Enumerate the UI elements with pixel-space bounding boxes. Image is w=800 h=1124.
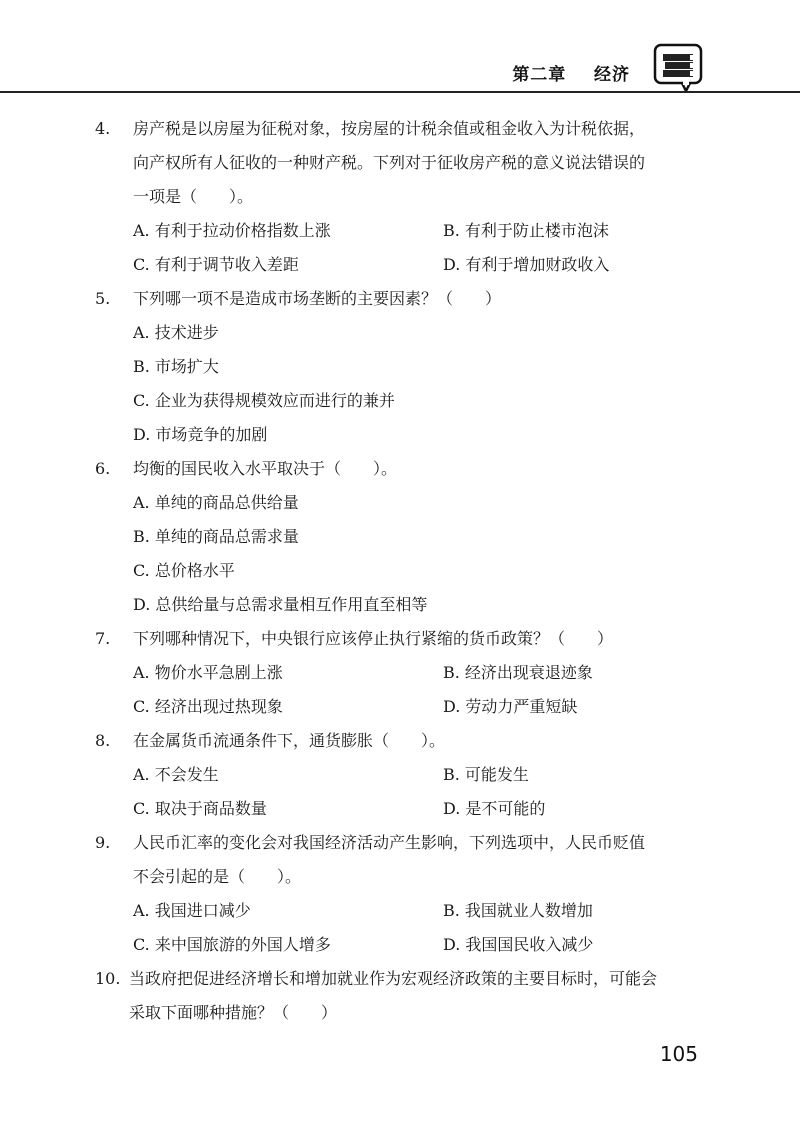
question-5 (95, 282, 705, 452)
option-d: D. 是不可能的 (443, 799, 546, 818)
option-a: A. 技术进步 (133, 323, 219, 342)
question-number: 5. (95, 289, 111, 308)
option-d: D. 有利于增加财政收入 (443, 255, 610, 274)
option-c: C. 经济出现过热现象 (133, 697, 283, 716)
options (133, 656, 705, 724)
stem-line: 均衡的国民收入水平取决于（ ）。 (133, 459, 398, 478)
question-4 (95, 112, 705, 282)
stem-line: 向产权所有人征收的一种财产税。下列对于征收房产税的意义说法错误的 (133, 153, 646, 172)
stem-line: 下列哪一项不是造成市场垄断的主要因素？（ ） (133, 289, 502, 308)
option-d: D. 市场竞争的加剧 (133, 425, 268, 444)
option-d: D. 劳动力严重短缺 (443, 697, 578, 716)
question-stem (133, 452, 705, 486)
option-c: C. 取决于商品数量 (133, 799, 267, 818)
question-8 (95, 724, 705, 826)
option-b: B. 单纯的商品总需求量 (133, 527, 299, 546)
options (133, 316, 705, 452)
question-stem (133, 112, 705, 214)
question-number: 9. (95, 833, 111, 852)
option-d: D. 总供给量与总需求量相互作用直至相等 (133, 595, 428, 614)
question-stem (133, 826, 705, 894)
option-a: A. 单纯的商品总供给量 (133, 493, 299, 512)
chapter-title: 第二章 经济 (512, 65, 630, 85)
stem-line: 采取下面哪种措施？（ ） (129, 1003, 338, 1022)
stem-line: 当政府把促进经济增长和增加就业作为宏观经济政策的主要目标时，可能会 (129, 969, 658, 988)
question-list (95, 112, 705, 1030)
header-rule (0, 91, 800, 93)
question-stem (133, 622, 705, 656)
question-number: 8. (95, 731, 111, 750)
book-stack-icon (652, 42, 704, 94)
option-b: B. 我国就业人数增加 (443, 901, 593, 920)
question-number: 7. (95, 629, 111, 648)
option-b: B. 有利于防止楼市泡沫 (443, 221, 609, 240)
question-6 (95, 452, 705, 622)
option-d: D. 我国国民收入减少 (443, 935, 594, 954)
page-header (0, 0, 800, 95)
stem-line: 在金属货币流通条件下，通货膨胀（ ）。 (133, 731, 446, 750)
stem-line: 一项是（ ）。 (133, 187, 254, 206)
stem-line: 下列哪种情况下，中央银行应该停止执行紧缩的货币政策？（ ） (133, 629, 614, 648)
question-number: 4. (95, 119, 111, 138)
option-a: A. 有利于拉动价格指数上涨 (133, 221, 331, 240)
stem-line: 房产税是以房屋为征税对象，按房屋的计税余值或租金收入为计税依据， (133, 119, 646, 138)
options (133, 214, 705, 282)
options (133, 758, 705, 826)
stem-line: 不会引起的是（ ）。 (133, 867, 302, 886)
question-9 (95, 826, 705, 962)
option-c: C. 来中国旅游的外国人增多 (133, 935, 331, 954)
option-b: B. 可能发生 (443, 765, 529, 784)
option-a: A. 物价水平急剧上涨 (133, 663, 283, 682)
option-a: A. 我国进口减少 (133, 901, 251, 920)
options (133, 894, 705, 962)
option-c: C. 总价格水平 (133, 561, 235, 580)
option-a: A. 不会发生 (133, 765, 219, 784)
option-c: C. 企业为获得规模效应而进行的兼并 (133, 391, 395, 410)
question-stem (133, 724, 705, 758)
question-number: 10. (95, 969, 121, 988)
options (133, 486, 705, 622)
question-7 (95, 622, 705, 724)
question-stem (129, 962, 705, 1030)
stem-line: 人民币汇率的变化会对我国经济活动产生影响，下列选项中，人民币贬值 (133, 833, 646, 852)
question-stem (133, 282, 705, 316)
option-b: B. 经济出现衰退迹象 (443, 663, 593, 682)
question-number: 6. (95, 459, 111, 478)
page-number: 105 (659, 1042, 698, 1066)
question-10 (95, 962, 705, 1030)
option-b: B. 市场扩大 (133, 357, 219, 376)
option-c: C. 有利于调节收入差距 (133, 255, 299, 274)
